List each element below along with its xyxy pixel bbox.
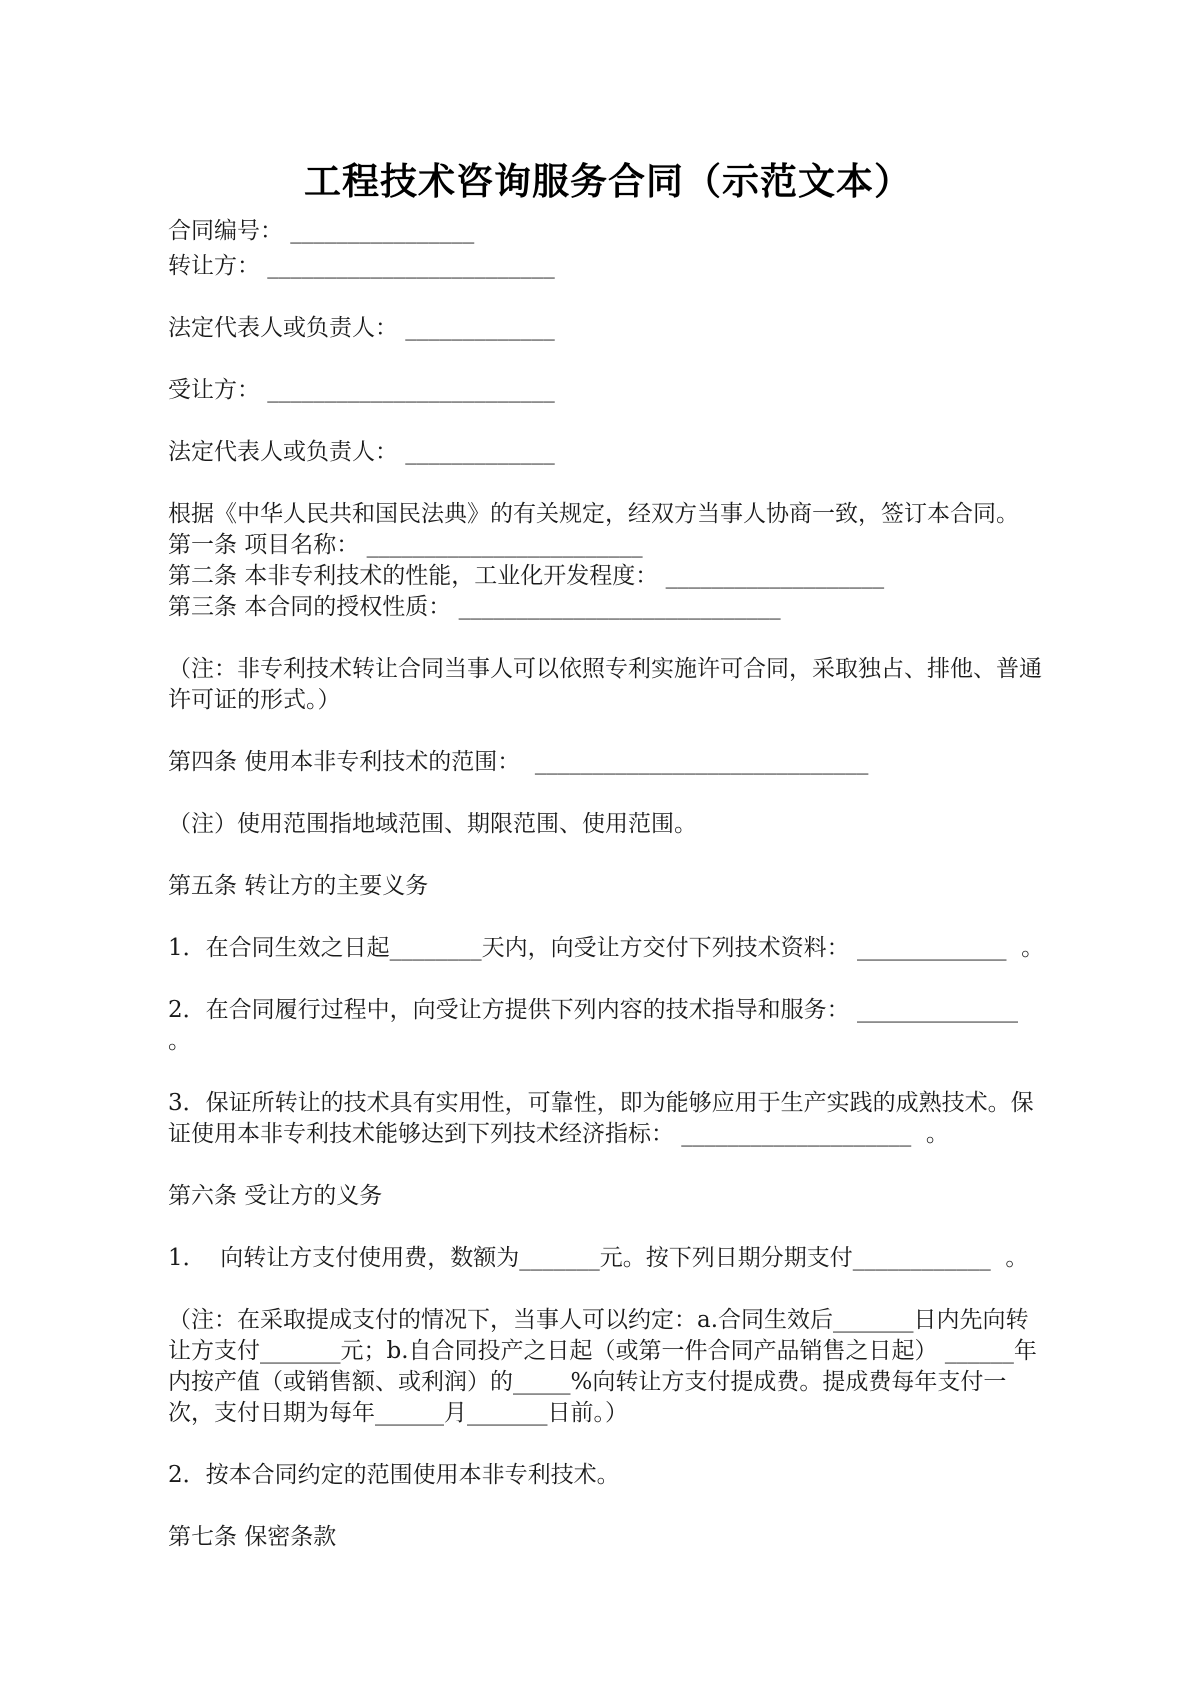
- article-5-item-3: 3．保证所转让的技术具有实用性，可靠性，即为能够应用于生产实践的成熟技术。保证使用本非专利技术能够达到下列技术经济指标： ____________________ 。: [168, 1090, 1034, 1147]
- article-6-heading: 第六条 受让方的义务: [168, 1183, 383, 1209]
- document-title: 工程技术咨询服务合同（示范文本）: [304, 159, 912, 203]
- article-4-usage-scope: 第四条 使用本非专利技术的范围： _____________________________: [168, 749, 869, 775]
- article-1-project-name: 第一条 项目名称： ________________________: [168, 532, 643, 558]
- transferee-legal-representative-line: 法定代表人或负责人： _____________: [168, 439, 555, 465]
- authorization-note-paragraph: （注：非专利技术转让合同当事人可以依照专利实施许可合同，采取独占、排他、普通许可证的形式。）: [168, 656, 1042, 713]
- article-5-item-2: 2．在合同履行过程中，向受让方提供下列内容的技术指导和服务： ______________ 。: [168, 997, 1033, 1054]
- article-3-authorization-nature: 第三条 本合同的授权性质： ____________________________: [168, 594, 781, 620]
- article-7-heading: 第七条 保密条款: [168, 1524, 337, 1550]
- payment-note-paragraph: （注：在采取提成支付的情况下，当事人可以约定：a.合同生效后_______日内先向转让方支付_______元；b.自合同投产之日起（或第一件合同产品销售之日起） ______年内按产值（或销售额、或利润）的_____%向转让方支付提成费。提成费每年支付一次，支付日期为每年______月_______日前。）: [168, 1307, 1037, 1426]
- article-5-item-1: 1．在合同生效之日起________天内，向受让方交付下列技术资料： _____________ 。: [168, 935, 1045, 961]
- contract-number-line: 合同编号： ________________: [168, 218, 475, 244]
- preamble-paragraph: 根据《中华人民共和国民法典》的有关规定，经双方当事人协商一致，签订本合同。: [168, 501, 1019, 527]
- transferee-line: 受让方： _________________________: [168, 377, 555, 403]
- scope-note-paragraph: （注）使用范围指地域范围、期限范围、使用范围。: [168, 811, 697, 837]
- article-2-technology-performance: 第二条 本非专利技术的性能，工业化开发程度： ___________________: [168, 563, 885, 589]
- article-5-heading: 第五条 转让方的主要义务: [168, 873, 429, 899]
- article-6-item-2: 2．按本合同约定的范围使用本非专利技术。: [168, 1462, 620, 1488]
- transferor-legal-representative-line: 法定代表人或负责人： _____________: [168, 315, 555, 341]
- article-6-item-1: 1． 向转让方支付使用费，数额为_______元。按下列日期分期支付____________ 。: [168, 1245, 1029, 1271]
- transferor-line: 转让方： _________________________: [168, 253, 555, 279]
